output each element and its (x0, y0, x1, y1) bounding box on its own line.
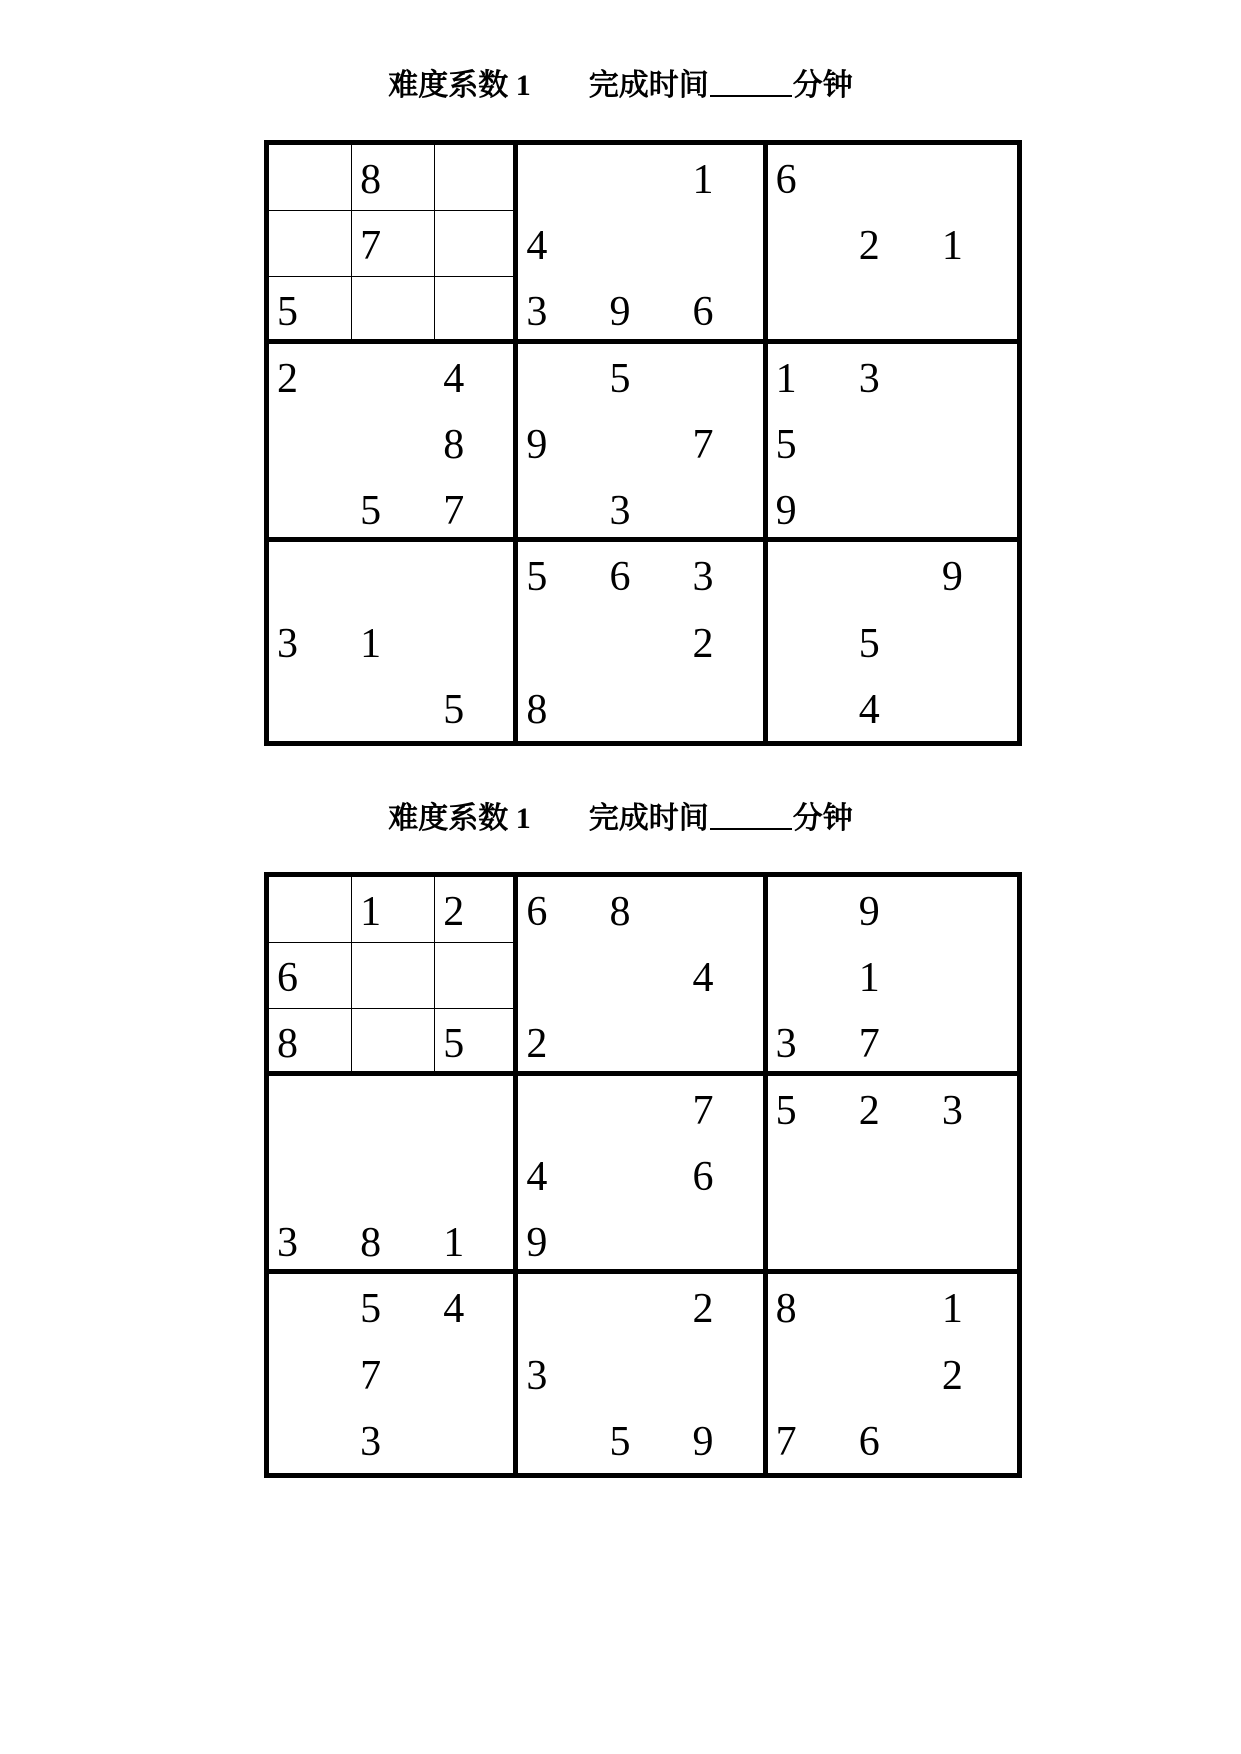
sudoku-cell[interactable] (601, 609, 684, 675)
sudoku-cell[interactable] (352, 410, 435, 476)
sudoku-cell[interactable]: 3 (518, 277, 601, 343)
sudoku-cell[interactable]: 5 (609, 1418, 631, 1465)
puzzle-2-header (0, 790, 1241, 840)
sudoku-cell[interactable]: 5 (526, 554, 548, 601)
puzzle-1-difficulty: 难度系数 1 (388, 69, 531, 102)
sudoku-cell[interactable]: 8 (526, 686, 548, 733)
puzzle-2-time-blank[interactable] (710, 800, 792, 830)
sudoku-cell[interactable] (685, 211, 768, 277)
sudoku-cell[interactable] (352, 542, 435, 608)
sudoku-cell[interactable] (851, 1341, 934, 1407)
sudoku-cell[interactable] (269, 1407, 352, 1473)
sudoku-cell[interactable]: 4 (685, 943, 768, 1009)
sudoku-cell[interactable]: 7 (685, 410, 768, 476)
sudoku-cell[interactable] (518, 943, 601, 1009)
sudoku-cell[interactable]: 2 (685, 1274, 768, 1340)
sudoku-cell[interactable] (352, 1142, 435, 1208)
sudoku-cell[interactable]: 3 (360, 1418, 382, 1465)
sudoku-cell[interactable] (768, 542, 851, 608)
sudoku-cell[interactable] (518, 609, 601, 675)
sudoku-cell[interactable]: 1 (941, 1286, 963, 1333)
sudoku-cell[interactable]: 1 (435, 1208, 518, 1274)
sudoku-cell[interactable] (601, 211, 684, 277)
sudoku-cell[interactable]: 3 (269, 1208, 352, 1274)
sudoku-cell[interactable]: 6 (685, 277, 768, 343)
sudoku-cell[interactable] (269, 877, 352, 943)
sudoku-cell[interactable] (768, 1341, 851, 1407)
sudoku-grid-2 (264, 872, 1022, 1478)
sudoku-cell[interactable]: 3 (601, 476, 684, 542)
sudoku-cell[interactable] (435, 542, 518, 608)
sudoku-cell[interactable] (269, 476, 352, 542)
sudoku-cell[interactable] (352, 1076, 435, 1142)
sudoku-cell[interactable]: 5 (269, 277, 352, 343)
sudoku-cell[interactable] (518, 1407, 601, 1473)
sudoku-cell[interactable] (851, 1208, 934, 1274)
sudoku-cell[interactable]: 2 (858, 223, 880, 270)
sudoku-cell[interactable]: 3 (685, 542, 768, 608)
sudoku-cell[interactable]: 6 (526, 889, 548, 935)
sudoku-cell[interactable]: 3 (941, 1087, 963, 1134)
sudoku-cell[interactable]: 1 (941, 223, 963, 270)
sudoku-cell[interactable] (934, 1407, 1017, 1473)
sudoku-cell[interactable]: 8 (775, 1286, 797, 1333)
sudoku-cell[interactable] (851, 410, 934, 476)
sudoku-cell[interactable]: 7 (851, 1009, 934, 1075)
sudoku-cell[interactable] (601, 1208, 684, 1274)
sudoku-cell[interactable]: 3 (526, 1352, 548, 1399)
sudoku-cell[interactable] (435, 1076, 518, 1142)
sudoku-cell[interactable] (685, 877, 768, 943)
puzzle-1-header (0, 57, 1241, 107)
sudoku-cell[interactable]: 6 (609, 554, 631, 601)
sudoku-cell[interactable] (934, 609, 1017, 675)
sudoku-cell[interactable] (768, 609, 851, 675)
sudoku-grid-1 (264, 140, 1022, 746)
sudoku-cell[interactable]: 8 (352, 1208, 435, 1274)
sudoku-cell[interactable] (685, 1208, 768, 1274)
sudoku-cell[interactable]: 6 (775, 157, 797, 203)
sudoku-cell[interactable] (934, 410, 1017, 476)
puzzle-1-time-label: 完成时间 (588, 69, 709, 102)
sudoku-cell[interactable] (768, 943, 851, 1009)
sudoku-cell[interactable] (518, 1076, 601, 1142)
sudoku-cell[interactable]: 9 (685, 1407, 768, 1473)
sudoku-cell[interactable]: 9 (601, 277, 684, 343)
sudoku-cell[interactable]: 7 (352, 211, 435, 277)
sudoku-cell[interactable]: 4 (526, 223, 548, 270)
sudoku-cell[interactable] (601, 943, 684, 1009)
sudoku-cell[interactable] (851, 1142, 934, 1208)
sudoku-cell[interactable]: 4 (435, 344, 518, 410)
sudoku-cell[interactable] (435, 1341, 518, 1407)
sudoku-cell[interactable] (851, 145, 934, 211)
sudoku-cell[interactable]: 1 (858, 955, 880, 1002)
sudoku-cell[interactable] (269, 145, 352, 211)
sudoku-cell[interactable] (768, 877, 851, 943)
sudoku-cell[interactable]: 7 (360, 1352, 382, 1399)
sudoku-cell[interactable]: 8 (609, 889, 631, 935)
sudoku-cell[interactable]: 7 (435, 476, 518, 542)
sudoku-cell[interactable] (269, 542, 352, 608)
sudoku-cell[interactable]: 5 (352, 476, 435, 542)
sudoku-cell[interactable] (851, 476, 934, 542)
sudoku-cell[interactable]: 9 (858, 889, 880, 935)
sudoku-cell[interactable] (601, 145, 684, 211)
sudoku-cell[interactable] (601, 1076, 684, 1142)
sudoku-cell[interactable]: 2 (435, 877, 518, 943)
puzzle-1-time-blank[interactable] (710, 67, 792, 97)
sudoku-cell[interactable]: 5 (360, 1286, 382, 1333)
sudoku-cell[interactable] (934, 675, 1017, 741)
sudoku-cell[interactable] (934, 277, 1017, 343)
sudoku-cell[interactable]: 4 (435, 1274, 518, 1340)
sudoku-cell[interactable] (601, 1009, 684, 1075)
sudoku-cell[interactable] (601, 1274, 684, 1340)
sudoku-cell[interactable] (685, 675, 768, 741)
sudoku-cell[interactable] (352, 1009, 435, 1075)
sudoku-cell[interactable]: 9 (941, 554, 963, 601)
sudoku-cell[interactable] (601, 1142, 684, 1208)
sudoku-cell[interactable] (352, 943, 435, 1009)
sudoku-cell[interactable] (768, 675, 851, 741)
sudoku-cell[interactable] (352, 277, 435, 343)
puzzle-1-time-unit: 分钟 (792, 69, 853, 102)
sudoku-cell[interactable] (435, 1407, 518, 1473)
sudoku-cell[interactable] (934, 145, 1017, 211)
sudoku-cell[interactable] (934, 1142, 1017, 1208)
sudoku-cell[interactable] (518, 344, 601, 410)
sudoku-cell[interactable] (601, 1341, 684, 1407)
sudoku-cell[interactable]: 8 (269, 1009, 352, 1075)
sudoku-cell[interactable]: 2 (941, 1352, 963, 1399)
sudoku-cell[interactable] (768, 277, 851, 343)
sudoku-cell[interactable]: 9 (768, 476, 851, 542)
sudoku-cell[interactable] (851, 542, 934, 608)
sudoku-cell[interactable] (435, 277, 518, 343)
puzzle-2-time-label: 完成时间 (588, 802, 709, 835)
sudoku-cell[interactable]: 2 (685, 609, 768, 675)
sudoku-cell[interactable] (934, 344, 1017, 410)
sudoku-cell[interactable] (269, 211, 352, 277)
sudoku-cell[interactable]: 1 (352, 877, 435, 943)
sudoku-cell[interactable] (934, 476, 1017, 542)
sudoku-cell[interactable] (934, 1009, 1017, 1075)
sudoku-cell[interactable]: 2 (858, 1087, 880, 1134)
sudoku-cell[interactable] (934, 943, 1017, 1009)
sudoku-cell[interactable] (269, 1076, 352, 1142)
sudoku-cell[interactable] (685, 1341, 768, 1407)
sudoku-cell[interactable]: 3 (858, 355, 880, 402)
sudoku-cell[interactable] (685, 476, 768, 542)
sudoku-cell[interactable]: 5 (435, 675, 518, 741)
sudoku-cell[interactable]: 4 (858, 686, 880, 733)
sudoku-cell[interactable] (352, 675, 435, 741)
sudoku-cell[interactable]: 9 (526, 421, 548, 468)
sudoku-cell[interactable] (601, 675, 684, 741)
sudoku-cell[interactable]: 2 (518, 1009, 601, 1075)
sudoku-cell[interactable]: 6 (685, 1142, 768, 1208)
sudoku-cell[interactable] (518, 1274, 601, 1340)
sudoku-cell[interactable] (518, 145, 601, 211)
sudoku-cell[interactable] (934, 1208, 1017, 1274)
sudoku-cell[interactable] (435, 609, 518, 675)
sudoku-cell[interactable] (768, 1142, 851, 1208)
sudoku-cell[interactable]: 3 (277, 620, 298, 667)
sudoku-cell[interactable]: 8 (435, 410, 518, 476)
sudoku-cell[interactable] (269, 675, 352, 741)
sudoku-cell[interactable]: 3 (768, 1009, 851, 1075)
sudoku-cell[interactable]: 6 (858, 1418, 880, 1465)
sudoku-cell[interactable] (352, 344, 435, 410)
sudoku-cell[interactable]: 5 (775, 1087, 797, 1134)
sudoku-cell[interactable] (269, 1341, 352, 1407)
sudoku-cell[interactable] (269, 1274, 352, 1340)
sudoku-cell[interactable] (934, 877, 1017, 943)
sudoku-cell[interactable] (269, 1142, 352, 1208)
sudoku-cell[interactable]: 7 (775, 1418, 797, 1465)
sudoku-cell[interactable] (269, 410, 352, 476)
sudoku-cell[interactable] (851, 1274, 934, 1340)
sudoku-cell[interactable]: 5 (435, 1009, 518, 1075)
sudoku-cell[interactable] (435, 145, 518, 211)
sudoku-cell[interactable] (601, 410, 684, 476)
sudoku-cell[interactable]: 8 (352, 145, 435, 211)
sudoku-cell[interactable] (435, 1142, 518, 1208)
sudoku-cell[interactable] (518, 476, 601, 542)
sudoku-cell[interactable]: 4 (526, 1153, 548, 1200)
sudoku-cell[interactable] (435, 211, 518, 277)
sudoku-cell[interactable] (685, 344, 768, 410)
sudoku-cell[interactable] (685, 1009, 768, 1075)
sudoku-cell[interactable] (768, 211, 851, 277)
sudoku-cell[interactable]: 1 (360, 620, 382, 667)
puzzle-2-time-unit: 分钟 (792, 802, 853, 835)
sudoku-cell[interactable]: 6 (269, 943, 352, 1009)
sudoku-cell[interactable]: 1 (685, 145, 768, 211)
sudoku-cell[interactable] (768, 1208, 851, 1274)
sudoku-cell[interactable] (851, 277, 934, 343)
sudoku-cell[interactable]: 9 (518, 1208, 601, 1274)
sudoku-cell[interactable]: 1 (775, 355, 797, 402)
sudoku-cell[interactable] (435, 943, 518, 1009)
sudoku-cell[interactable]: 2 (277, 355, 298, 402)
sudoku-cell[interactable]: 5 (775, 421, 797, 468)
sudoku-cell[interactable]: 5 (609, 355, 631, 402)
sudoku-cell[interactable]: 7 (685, 1076, 768, 1142)
sudoku-cell[interactable]: 5 (858, 620, 880, 667)
puzzle-2-difficulty: 难度系数 1 (388, 802, 531, 835)
